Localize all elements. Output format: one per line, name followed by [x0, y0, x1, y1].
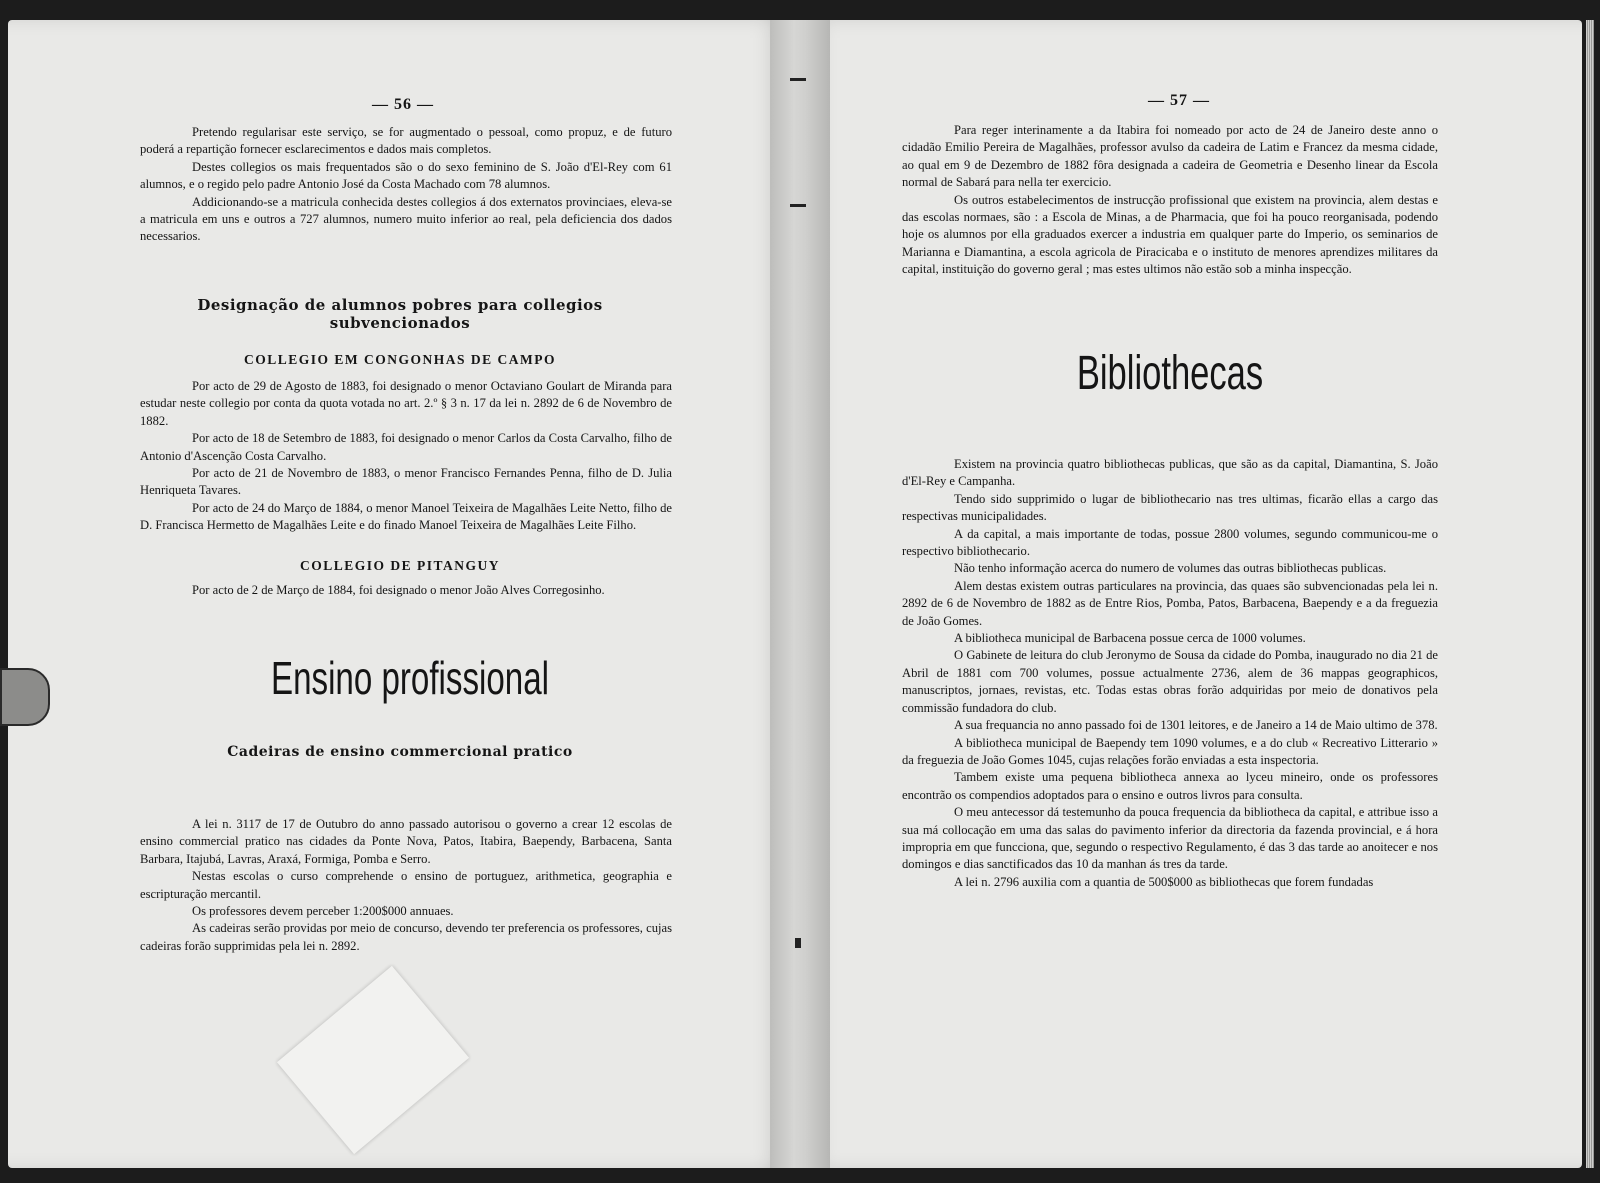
paragraph: Por acto de 21 de Novembro de 1883, o menor Francisco Fernandes Penna, filho de D. Julia Henriqueta Tavares. [140, 466, 672, 498]
binding-mark [790, 78, 806, 81]
paragraph: As cadeiras serão providas por meio de concurso, devendo ter preferencia os professores, cujas cadeiras forão supprimidas pela lei n. 2892. [140, 921, 672, 953]
paragraph: Tambem existe uma pequena bibliotheca annexa ao lyceu mineiro, onde os professores encontrão os compendios adoptados para o ensino e outros livros para consulta. [902, 770, 1438, 802]
paragraph: Addicionando-se a matricula conhecida destes collegios á dos externatos provinciaes, eleva-se a matricula em uns e outros a 727 alumnos, numero muito inferior ao real, pela deficiencia dos dados necessarios. [140, 194, 672, 244]
book-gutter [770, 20, 830, 1168]
section-heading: Designação de alumnos pobres para collegios subvencionados [197, 296, 603, 332]
college-heading: COLLEGIO EM CONGONHAS DE CAMPO [243, 352, 556, 367]
college2-text [140, 582, 672, 599]
paragraph: Existem na provincia quatro bibliothecas publicas, que são as da capital, Diamantina, S. João d'El-Rey e Campanha. [902, 457, 1438, 489]
ensino-text [140, 816, 672, 955]
paragraph: A da capital, a mais importante de todas, possue 2800 volumes, segundo communicou-me o respectivo bibliothecario. [902, 526, 1438, 559]
sub-heading: Cadeiras de ensino commercional pratico [227, 744, 573, 760]
paragraph: Por acto de 18 de Setembro de 1883, foi designado o menor Carlos da Costa Carvalho, filho de Antonio d'Ascenção Costa Carvalho. [140, 431, 672, 463]
paragraph: Os professores devem perceber 1:200$000 annuaes. [192, 904, 454, 919]
big-heading-ensino: Ensino profissional [270, 652, 549, 704]
left-intro-text [140, 124, 672, 246]
paragraph: Para reger interinamente a da Itabira foi nomeado por acto de 24 de Janeiro deste anno o cidadão Emilio Pereira de Magalhães, professor avulso da cadeira de Latim e Francez da mesma cidade, ao qual em 9 de Dezembro de 1882 fôra designada a cadeira de Geometria e Desenho linear da Escola normal de Sabará para nella ter exercicio. [902, 123, 1438, 190]
paragraph: O Gabinete de leitura do club Jeronymo de Sousa da cidade do Pomba, inaugurado no dia 21 de Abril de 1881 com 700 volumes, possue actualmente 2736, alem de 36 mappas geographicos, manuscriptos, jornaes, revistas, etc. Todas estas obras forão adquiridas por meio de donativos pela commissão fundadora do club. [902, 648, 1438, 715]
binding-mark [795, 938, 801, 948]
paragraph: Pretendo regularisar este serviço, se for augmentado o pessoal, como propuz, e de futuro poderá a repartição fornecer esclarecimentos e dados mais completos. [140, 125, 672, 157]
binding-mark [790, 204, 806, 207]
paragraph: A bibliotheca municipal de Barbacena possue cerca de 1000 volumes. [954, 631, 1306, 646]
page-edge-stack [1586, 20, 1594, 1168]
paragraph: A sua frequancia no anno passado foi de 1301 leitores, e de Janeiro a 14 de Maio ultimo de 378. [954, 718, 1438, 733]
paragraph: Nestas escolas o curso comprehende o ensino de portuguez, arithmetica, geographia e escripturação mercantil. [140, 869, 672, 901]
big-heading-bibliothecas: Bibliothecas [1076, 347, 1264, 400]
college1-text [140, 378, 672, 535]
paragraph: Os outros estabelecimentos de instrucção profissional que existem na provincia, alem destas e das escolas normaes, são : a Escola de Minas, a de Pharmacia, que foi ha pouco reorganisada, podendo hoje os alumnos por ella graduados exercer a industria em qualquer parte do Imperio, os seminarios de Marianna e Diamantina, a escola agricola de Piracicaba e o instituto de menores aprendizes militares da capital, instituição do governo geral ; mas estes ultimos não estão sob a minha inspecção. [902, 192, 1438, 277]
page-number: — 57 — [1148, 92, 1210, 109]
bibliothecas-text [902, 456, 1438, 891]
paragraph: A lei n. 2796 auxilia com a quantia de 500$000 as bibliothecas que forem fundadas [954, 874, 1374, 889]
paragraph: Por acto de 2 de Março de 1884, foi designado o menor João Alves Corregosinho. [192, 583, 605, 597]
college-heading: COLLEGIO DE PITANGUY [299, 558, 501, 573]
paragraph: Não tenho informação acerca do numero de volumes das outras bibliothecas publicas. [954, 561, 1387, 576]
paragraph: O meu antecessor dá testemunho da pouca frequencia da bibliotheca da capital, e attribue isso a sua má collocação em uma das salas do pavimento inferior da directoria da fazenda provincial, e á hora impropria em que funcciona, que, segundo o respectivo Regulamento, é das 3 das tarde ao anoitecer e nos domingos e dias sanctificados das 10 da manhan ás tres da tarde. [902, 805, 1438, 872]
paragraph: Tendo sido supprimido o lugar de bibliothecario nas tres ultimas, ficarão ellas a cargo das respectivas municipalidades. [902, 491, 1438, 524]
paragraph: Por acto de 24 do Março de 1884, o menor Manoel Teixeira de Magalhães Leite Netto, filho de D. Francisca Hermetto de Magalhães Leite e do finado Manoel Teixeira de Magalhães Leite Filho. [140, 500, 672, 533]
paragraph: Destes collegios os mais frequentados são o do sexo feminino de S. João d'El-Rey com 61 alumnos, e o regido pelo padre Antonio José da Costa Machado com 78 alumnos. [140, 159, 672, 192]
paragraph: Alem destas existem outras particulares na provincia, das quaes são subvencionadas pela lei n. 2892 de 6 de Novembro de 1882 as de Entre Rios, Pomba, Patos, Barbacena, Baependy e a da freguezia de João Gomes. [902, 578, 1438, 628]
page-number: — 56 — [372, 96, 434, 113]
right-intro-text [902, 122, 1438, 279]
paragraph: Por acto de 29 de Agosto de 1883, foi designado o menor Octaviano Goulart de Miranda para estudar neste collegio por conta da quota votada no art. 2.º § 3 n. 17 da lei n. 2892 de 6 de Novembro de 1882. [140, 379, 672, 428]
paragraph: A bibliotheca municipal de Baependy tem 1090 volumes, e a do club « Recreativo Litterario » da freguezia de João Gomes 1045, cujas relações forão enviadas a esta inspectoria. [902, 735, 1438, 767]
book-tab [0, 668, 50, 726]
paragraph: A lei n. 3117 de 17 de Outubro do anno passado autorisou o governo a crear 12 escolas de ensino commercial pratico nas cidades da Ponte Nova, Patos, Itabira, Baependy, Barbacena, Santa Barbara, Itajubá, Lavras, Araxá, Formiga, Pomba e Serro. [140, 817, 672, 866]
